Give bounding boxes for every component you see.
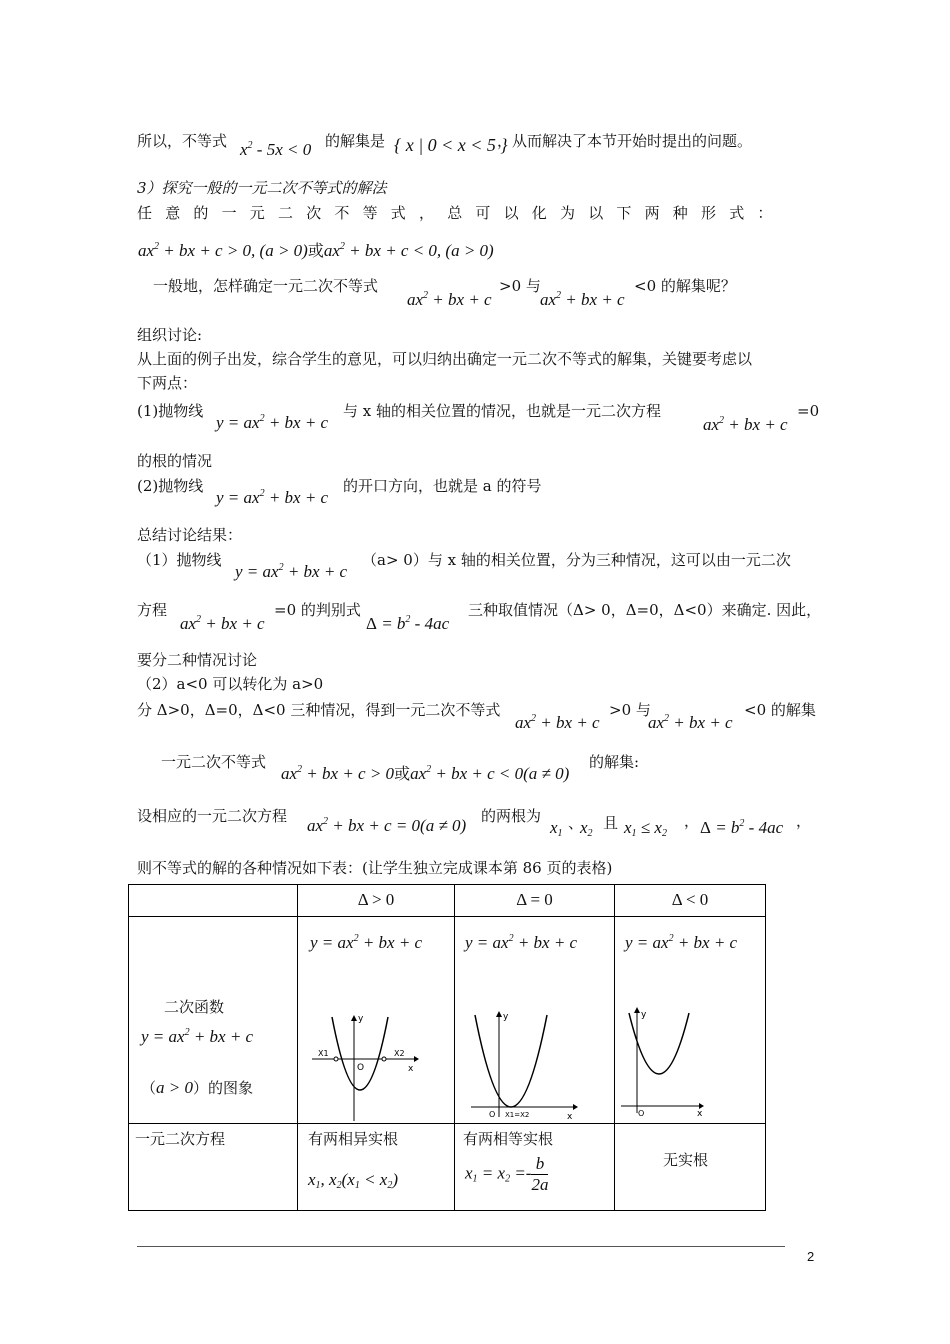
text: 分 Δ>0，Δ=0，Δ<0 三种情况，得到一元二次不等式 xyxy=(137,701,501,719)
text: <0 的解集 xyxy=(744,701,816,719)
solution-table xyxy=(128,884,766,1211)
roots-cell-none xyxy=(615,1124,766,1211)
text: (1)抛物线 xyxy=(137,402,204,420)
graph-cell-negative xyxy=(615,917,766,1124)
text: 所以，不等式 xyxy=(137,132,228,150)
text: >0 与 xyxy=(499,277,541,295)
text: 、 xyxy=(568,814,584,832)
graph-cell-positive xyxy=(298,917,455,1124)
text: 且 xyxy=(603,814,619,832)
axis-label-y: y xyxy=(503,1012,509,1022)
text: 总结讨论结果： xyxy=(137,526,243,544)
math-quadratic: $ax^2$ + bx + c xyxy=(540,290,625,309)
graph-cell-zero xyxy=(455,917,615,1124)
header-delta-negative: Δ < 0 xyxy=(671,890,709,909)
section-heading: 3）探究一般的一元二次不等式的解法 xyxy=(137,179,387,197)
math-quadratic: $ax^2$ + bx + c xyxy=(648,713,733,732)
text: =0 xyxy=(797,402,820,420)
math-parabola: $y = ax^2$ + bx + c xyxy=(141,1027,254,1046)
roots-cell-distinct xyxy=(298,1124,455,1211)
text: 一般地，怎样确定一元二次不等式 xyxy=(153,277,379,295)
origin-label: O xyxy=(357,1063,365,1073)
text: 的解集是 xyxy=(325,132,386,150)
text: 的两根为 xyxy=(481,807,542,825)
text: 有两相异实根 xyxy=(308,1130,399,1148)
page-number: 2 xyxy=(807,1249,815,1264)
text: ，从而解决了本节开始时提出的问题。 xyxy=(497,132,753,150)
math-quadratic: $ax^2$ + bx + c xyxy=(407,290,492,309)
root-label-x1: X1 xyxy=(318,1049,329,1058)
graph-label: （a > 0）的图象 xyxy=(141,1078,254,1097)
math-distinct-roots: $x_1$, $x_2(x_1 < x_2)$ xyxy=(308,1170,399,1191)
text: 有两相等实根 xyxy=(463,1130,554,1148)
math-double-root: $x_1 = x_2$ =- $\frac{b}{2a}$ xyxy=(465,1154,549,1194)
text: =0 的判别式 xyxy=(274,601,361,619)
text: 的开口方向，也就是 a 的符号 xyxy=(343,477,542,495)
table-header xyxy=(298,885,455,917)
math-roots: $x_1$ xyxy=(550,818,563,839)
text: 的图象 xyxy=(208,1079,254,1097)
parabola-no-roots-graph xyxy=(619,1005,729,1117)
row-label-equation xyxy=(129,1124,298,1211)
math-equation: $ax^2$ + bx + c = 0(a ≠ 0) xyxy=(307,816,467,835)
root-label-x2: X2 xyxy=(394,1049,405,1058)
text: 组织讨论: xyxy=(137,326,203,344)
text: >0 与 xyxy=(609,701,651,719)
row-label-graph xyxy=(129,917,298,1124)
math-parabola: $y = ax^2$ + bx + c xyxy=(465,933,578,952)
footer-divider xyxy=(137,1246,785,1247)
text: 从上面的例子出发，综合学生的意见，可以归纳出确定一元二次不等式的解集，关键要考虑以 xyxy=(137,350,753,368)
text: ， xyxy=(684,812,700,830)
math-roots-order: $x_1 \le x_2$ xyxy=(624,818,667,839)
header-delta-positive: Δ > 0 xyxy=(357,890,395,909)
text: 一元二次方程 xyxy=(135,1130,226,1148)
origin-label: O xyxy=(638,1109,645,1117)
text: 三种取值情况（Δ> 0，Δ=0，Δ<0）来确定. 因此， xyxy=(468,601,822,619)
math-inequalities: $ax^2$ + bx + c > 0或$ax^2$ + bx + c < 0(a ≠ 0) xyxy=(281,764,570,783)
text: 一元二次不等式 xyxy=(161,753,267,771)
math-parabola: $y = ax^2$ + bx + c xyxy=(216,488,329,507)
text: ， xyxy=(796,812,812,830)
text: （1）抛物线 xyxy=(137,551,222,569)
parabola-two-roots-graph xyxy=(310,1013,420,1123)
text: (2)抛物线 xyxy=(137,477,204,495)
roots-cell-equal xyxy=(455,1124,615,1211)
math-solution-set: { x | 0 < x < 5 } xyxy=(394,135,508,155)
axis-label-x: x xyxy=(408,1064,414,1074)
conclusion-line xyxy=(137,131,227,151)
math-inequality: $x^2 - 5x < 0$ xyxy=(240,140,312,159)
text: 设相应的一元二次方程 xyxy=(137,807,288,825)
table-corner xyxy=(129,885,298,917)
math-parabola: $y = ax^2$ + bx + c xyxy=(216,413,329,432)
parabola-double-root-graph xyxy=(469,1009,579,1121)
axis-label-y: y xyxy=(358,1014,364,1024)
text: <0 的解集呢？ xyxy=(634,277,736,295)
axis-label-x: x xyxy=(697,1109,703,1117)
text: 任意的一元二次不等式，总可以化为以下两种形式： xyxy=(137,204,786,222)
text: 下两点： xyxy=(137,374,198,392)
math-quadratic: $ax^2$ + bx + c xyxy=(180,614,265,633)
text: 的解集: xyxy=(589,753,640,771)
text: 则不等式的解的各种情况如下表：(让学生独立完成课本第 86 页的表格) xyxy=(137,859,613,877)
text: （a> 0）与 x 轴的相关位置，分为三种情况，这可以由一元二次 xyxy=(362,551,791,569)
text: 无实根 xyxy=(663,1151,709,1169)
math-parabola: $y = ax^2$ + bx + c xyxy=(625,933,738,952)
axis-label-y: y xyxy=(641,1010,647,1020)
text: 二次函数 xyxy=(164,998,225,1016)
math-roots: $x_2$ xyxy=(580,818,593,839)
math-discriminant: $\Delta = b^2 - 4ac$ xyxy=(700,818,784,837)
math-two-forms: $ax^2$ + bx + c > 0, (a > 0)或$ax^2$ + bx + c < 0, (a > 0) xyxy=(138,241,494,260)
root-label-x1-x2: X1=X2 xyxy=(505,1111,530,1119)
text: 的根的情况 xyxy=(137,452,213,470)
header-delta-zero: Δ = 0 xyxy=(516,890,553,909)
text: 要分二种情况讨论 xyxy=(137,651,258,669)
math-discriminant: $\Delta = b^2 - 4ac$ xyxy=(366,614,450,633)
axis-label-x: x xyxy=(567,1112,573,1121)
table-header xyxy=(455,885,615,917)
text: （2）a<0 可以转化为 a>0 xyxy=(137,675,324,693)
math-parabola: $y = ax^2$ + bx + c xyxy=(235,562,348,581)
origin-label: O xyxy=(489,1110,496,1119)
math-quadratic: $ax^2$ + bx + c xyxy=(703,415,788,434)
math-quadratic: $ax^2$ + bx + c xyxy=(515,713,600,732)
text: 与 x 轴的相关位置的情况，也就是一元二次方程 xyxy=(343,402,661,420)
math-parabola: $y = ax^2$ + bx + c xyxy=(310,933,423,952)
text: 方程 xyxy=(137,601,168,619)
table-header xyxy=(615,885,766,917)
